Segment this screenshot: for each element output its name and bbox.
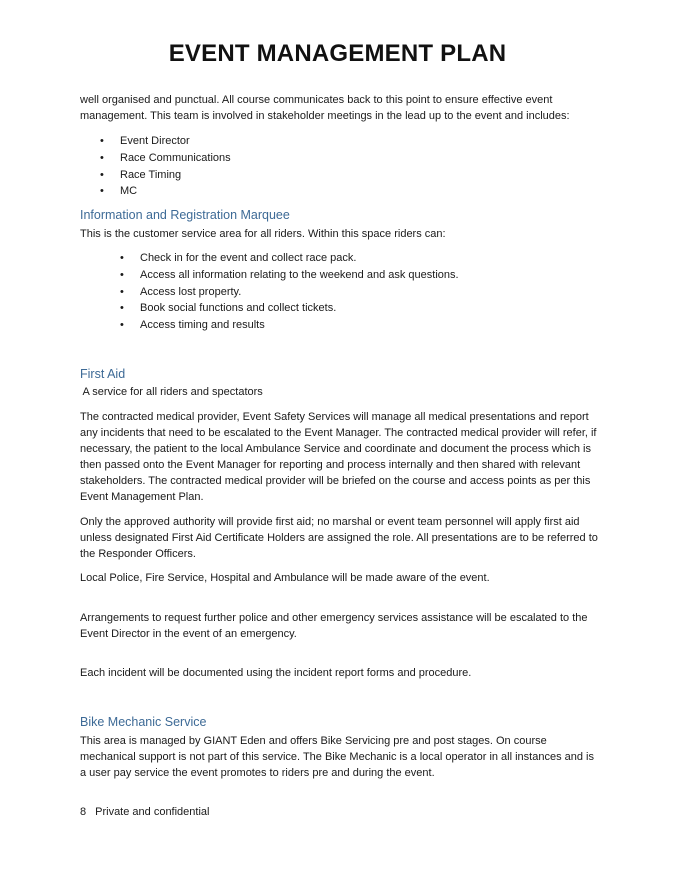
bullet-icon: •: [100, 151, 104, 164]
list-item: • Check in for the event and collect race pack.: [120, 250, 459, 267]
list-item: • Access all information relating to the weekend and ask questions.: [120, 267, 459, 284]
first-aid-paragraph-2: Only the approved authority will provide first aid; no marshal or event team personnel will apply first aid unless designated First Aid Certificate Holders are assigned the role. All presentations are to be referred to the Responder Officers.: [80, 516, 598, 560]
list-item: • Access lost property.: [120, 284, 459, 301]
bullet-icon: •: [120, 268, 124, 281]
list-item: • Race Communications: [100, 150, 231, 167]
list-item: • MC: [100, 183, 231, 200]
info-paragraph: This is the customer service area for all riders. Within this space riders can:: [80, 228, 446, 240]
list-item: • Access timing and results: [120, 317, 459, 334]
info-list: [120, 250, 459, 334]
bullet-icon: •: [100, 185, 104, 198]
bullet-icon: •: [100, 135, 104, 147]
first-aid-paragraph-4: Arrangements to request further police and other emergency services assistance will be escalated to the Event Director in the event of an emergency.: [80, 612, 588, 640]
page-footer: [80, 806, 209, 818]
intro-paragraph: well organised and punctual. All course communicates back to this point to ensure effective event management. This team is involved in stakeholder meetings in the lead up to the event and includes:: [80, 94, 570, 122]
list-item: • Event Director: [100, 133, 231, 150]
bullet-icon: •: [100, 168, 104, 181]
bullet-icon: •: [120, 252, 124, 264]
team-list: [100, 133, 231, 200]
list-item: • Race Timing: [100, 167, 231, 184]
bike-paragraph: This area is managed by GIANT Eden and offers Bike Servicing pre and post stages. On course mechanical support is not part of this service. The Bike Mechanic is a local operator in all instances and is a user pay service the event promotes to riders pre and during the event.: [80, 735, 594, 779]
first-aid-paragraph-3: Local Police, Fire Service, Hospital and Ambulance will be made aware of the event.: [80, 572, 490, 584]
section-heading-bike: Bike Mechanic Service: [80, 715, 207, 729]
page-title: EVENT MANAGEMENT PLAN: [168, 40, 507, 67]
bullet-icon: •: [120, 319, 124, 332]
first-aid-subtext: A service for all riders and spectators: [80, 386, 263, 398]
footer-label: Private and confidential: [95, 806, 210, 818]
bullet-icon: •: [120, 285, 124, 298]
bullet-icon: •: [120, 302, 124, 315]
section-heading-first-aid: First Aid: [80, 367, 126, 381]
first-aid-paragraph-1: The contracted medical provider, Event Safety Services will manage all medical presentations and report any incidents that need to be escalated to the Event Manager. The contracted medical provider will refer, if necessary, the patient to the local Ambulance Service and coordinate and document the process which is then passed onto the Event Manager for reporting and process internally and then shared with relevant stakeholders. The contracted medical provider will be briefed on the course and access points as per this Event Management Plan.: [80, 411, 597, 503]
list-item: • Book social functions and collect tickets.: [120, 300, 459, 317]
section-heading-info: Information and Registration Marquee: [80, 208, 290, 222]
page-number: 8: [80, 806, 87, 818]
first-aid-paragraph-5: Each incident will be documented using the incident report forms and procedure.: [80, 667, 472, 679]
